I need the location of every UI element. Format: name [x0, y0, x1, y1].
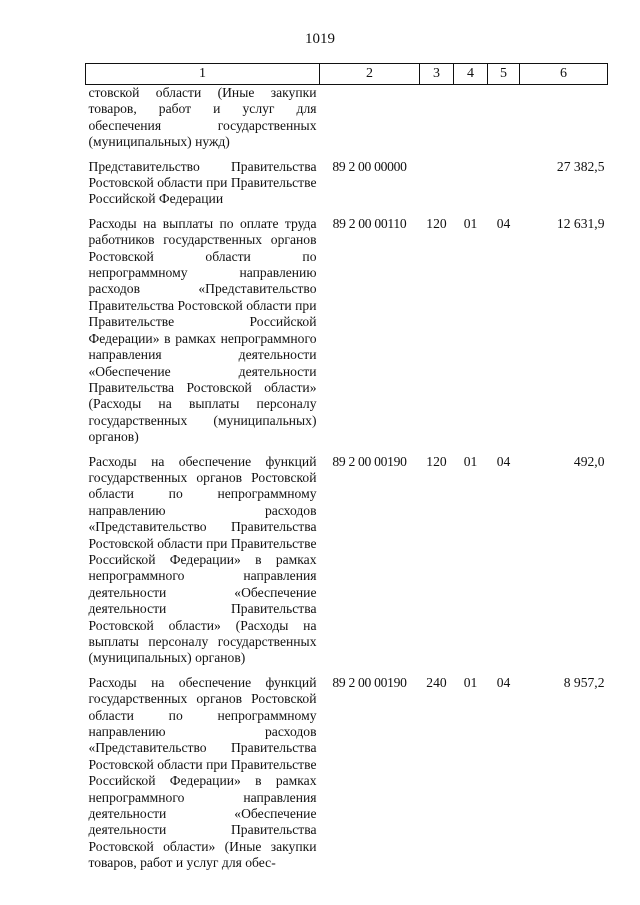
row-rz: 01 [463, 453, 478, 469]
row-description: Расходы на выплаты по оплате труда работников государственных органов Ростовской области по непрограммному направлению расходов «Представительство Правительства Ростовской области при Правительстве Российской Федерации» в рамках непрограммного направления деятельности «Обеспечение деятельности Правительства Ростовской области» (Расходы на выплаты персоналу государственных (муниципальных) органов) [88, 215, 317, 445]
row-amount: 492,0 [573, 453, 605, 469]
row-amount: 8 957,2 [563, 674, 605, 690]
row-code: 89 2 00 00190 [332, 453, 407, 469]
row-code: 89 2 00 00110 [332, 215, 407, 231]
column-header-3: 3 [420, 64, 454, 85]
row-pr [488, 159, 520, 208]
column-header-6: 6 [520, 64, 608, 85]
column-header-4: 4 [454, 64, 488, 85]
row-description: Представительство Правительства Ростовской области при Правительстве Российской Федерации [88, 158, 317, 207]
column-header-1: 1 [86, 64, 320, 85]
row-vr: 240 [426, 674, 447, 690]
row-rz [454, 159, 488, 208]
column-header-2: 2 [320, 64, 420, 85]
row-code: 89 2 00 00000 [332, 158, 407, 174]
row-amount: 27 382,5 [556, 158, 605, 174]
row-description: Расходы на обеспечение функций государственных органов Ростовской области по непрограммному направлению расходов «Представительство Правительства Ростовской области при Правительстве Российской Федерации» в рамках непрограммного направления деятельности «Обеспечение деятельности Правительства Ростовской области» (Расходы на выплаты персоналу государственных (муниципальных) органов) [88, 453, 317, 666]
row-rz: 01 [463, 215, 478, 231]
table-row [86, 675, 608, 872]
row-amount: 12 631,9 [556, 215, 605, 231]
row-pr: 04 [496, 674, 511, 690]
column-header-5: 5 [488, 64, 520, 85]
row-vr [420, 85, 454, 151]
table-row [86, 454, 608, 667]
table-header-row [86, 64, 608, 85]
row-vr [420, 159, 454, 208]
row-code [320, 85, 420, 151]
row-pr: 04 [496, 453, 511, 469]
row-description: стовской области (Иные закупки товаров, работ и услуг для обеспечения государственных (муниципальных) нужд) [88, 85, 317, 150]
row-rz [454, 85, 488, 151]
row-vr: 120 [426, 453, 447, 469]
row-rz: 01 [463, 674, 478, 690]
row-pr [488, 85, 520, 151]
row-code: 89 2 00 00190 [332, 674, 407, 690]
table-row [86, 216, 608, 446]
row-pr: 04 [496, 215, 511, 231]
row-vr: 120 [426, 215, 447, 231]
table-row [86, 85, 608, 151]
page-number: 1019 [305, 31, 335, 47]
budget-table [85, 63, 608, 872]
table-row [86, 159, 608, 208]
row-amount [520, 85, 608, 151]
row-description: Расходы на обеспечение функций государственных органов Ростовской области по непрограммному направлению расходов «Представительство Правительства Ростовской области при Правительстве Российской Федерации» в рамках непрограммного направления деятельности «Обеспечение деятельности Правительства Ростовской области» (Иные закупки товаров, работ и услуг для обес- [88, 674, 317, 871]
